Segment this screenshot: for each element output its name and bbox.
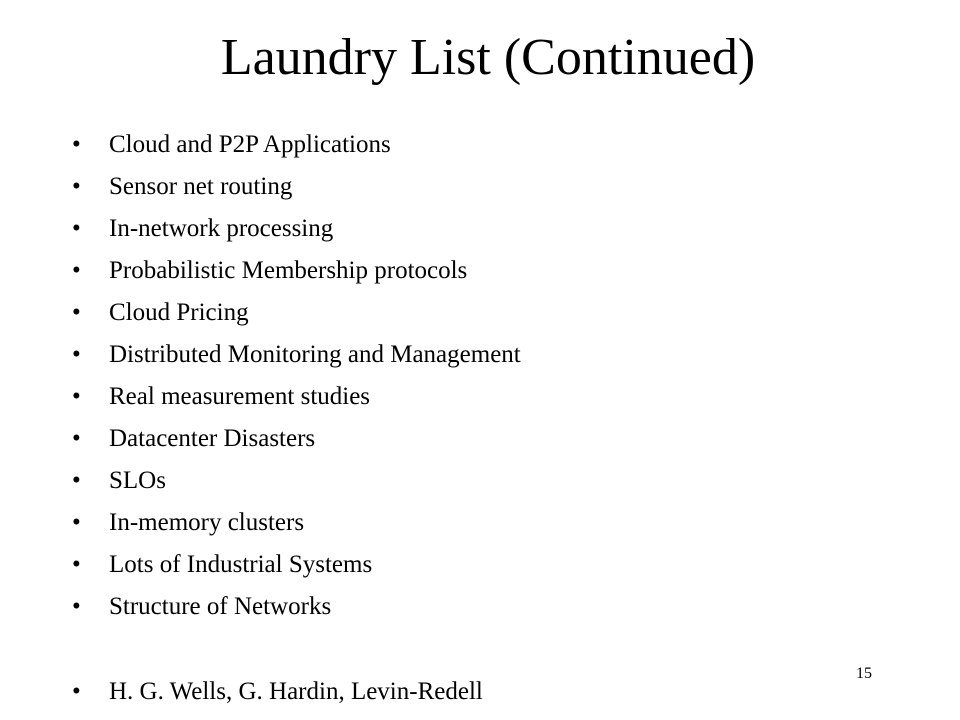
- bullet-icon: •: [72, 299, 81, 326]
- bullet-text: Sensor net routing: [109, 173, 293, 200]
- bullet-icon: •: [72, 551, 81, 578]
- bullet-icon: •: [72, 383, 81, 410]
- bullet-icon: •: [72, 467, 81, 494]
- bullet-icon: •: [72, 593, 81, 620]
- bullet-icon: •: [72, 425, 81, 452]
- bullet-icon: •: [72, 257, 81, 284]
- page-number: 15: [856, 665, 872, 682]
- bullet-icon: •: [72, 341, 81, 368]
- bullet-text: In-memory clusters: [109, 509, 305, 536]
- bullet-text: In-network processing: [109, 215, 334, 242]
- bullet-text: H. G. Wells, G. Hardin, Levin-Redell: [109, 678, 483, 705]
- bullet-text: Probabilistic Membership protocols: [109, 257, 468, 284]
- bullet-text: Lots of Industrial Systems: [109, 551, 373, 578]
- bullet-icon: •: [72, 509, 81, 536]
- bullet-text: Structure of Networks: [109, 593, 332, 620]
- bullet-icon: •: [72, 678, 81, 705]
- bullet-text: Real measurement studies: [109, 383, 371, 410]
- bullet-icon: •: [72, 215, 81, 242]
- bullet-text: SLOs: [109, 467, 166, 494]
- bullet-icon: •: [72, 131, 81, 158]
- bullet-text: Cloud Pricing: [109, 299, 249, 326]
- slide-title: Laundry List (Continued): [220, 29, 756, 86]
- bullet-text: Cloud and P2P Applications: [109, 131, 391, 158]
- bullet-icon: •: [72, 173, 81, 200]
- bullet-text: Distributed Monitoring and Management: [109, 341, 521, 368]
- bullet-text: Datacenter Disasters: [109, 425, 316, 452]
